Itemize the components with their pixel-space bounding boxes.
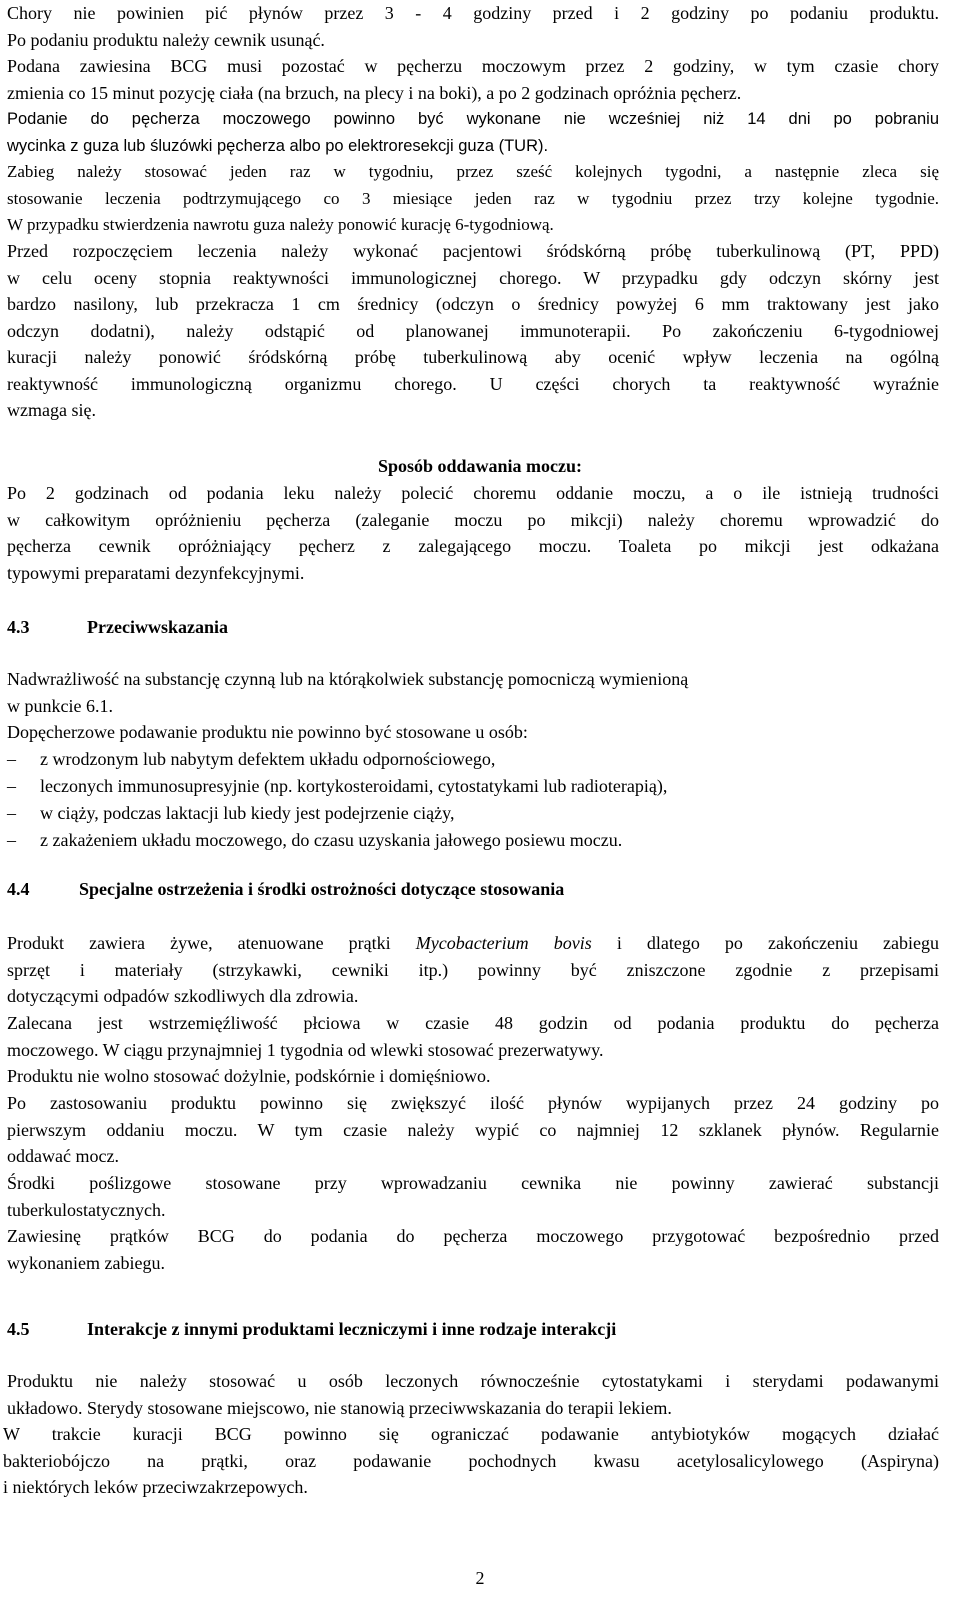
paragraph: Produktu nie należy stosować u osób leczonych równocześnie cytostatykami i sterydami podawanymi układowo. Sterydy stosowane miejscowo, nie stanowią przeciwwskazania do terapii lekiem. [7, 1371, 939, 1418]
paragraph: Produktu nie wolno stosować dożylnie, podskórnie i domięśniowo. [7, 1066, 491, 1086]
urine-section-heading: Sposób oddawania moczu: [377, 456, 583, 476]
paragraph: Zawiesinę prątków BCG do podania do pęcherza moczowego przygotować bezpośrednio przed wykonaniem zabiegu. [7, 1226, 939, 1273]
paragraph: Przed rozpoczęciem leczenia należy wykonać pacjentowi śródskórną próbę tuberkulinową (PT, PPD) w celu oceny stopnia reaktywności immunologicznej chorego. W przypadku gdy odczyn skórny jest bardzo nasilony, lub przekracza 1 cm średnicy (odczyn o średnicy powyżej 6 mm traktowany jest jako odczyn dodatni), należy odstąpić od planowanej immunoterapii. Po zakończeniu 6-tygodniowej kuracji należy ponowić śródskórną próbę tuberkulinową aby ocenić wpływ leczenia na ogólną reaktywność immunologiczną organizmu chorego. U części chorych ta reaktywność wyraźnie wzmaga się. [7, 241, 939, 420]
paragraph: Podana zawiesina BCG musi pozostać w pęcherzu moczowym przez 2 godziny, w tym czasie chory zmienia co 15 minut pozycję ciała (na brzuch, na plecy i na boki), a po 2 godzinach opróżnia pęcherz. [7, 56, 939, 103]
contraindications-intro: Nadwrażliwość na substancję czynną lub na którąkolwiek substancję pomocniczą wymienioną w punkcie 6.1. [7, 669, 689, 716]
paragraph: Zabieg należy stosować jeden raz w tygodniu, przez sześć kolejnych tygodni, a następnie zleca się stosowanie leczenia podtrzymującego co 3 miesiące jeden raz w tygodniu przez trzy kolejne tygodnie. W przypadku stwierdzenia nawrotu guza należy ponowić kurację 6-tygodniową. [7, 162, 939, 234]
list-item: – z wrodzonym lub nabytym defektem układu odpornościowego, [7, 749, 496, 769]
urine-section-text: Po 2 godzinach od podania leku należy polecić choremu oddanie moczu, a o ile istnieją trudności w całkowitym opróżnieniu pęcherza (zaleganie moczu po mikcji) należy choremu wprowadzić do pęcherza cewnik opróżniający pęcherz z zalegającego moczu. Toaleta po mikcji jest odkażana typowymi preparatami dezynfekcyjnymi. [7, 483, 939, 583]
section-heading-4-3: 4.3 Przeciwwskazania [7, 617, 228, 637]
contraindications-list-intro: Dopęcherzowe podawanie produktu nie powinno być stosowane u osób: [7, 722, 528, 742]
list-item: – z zakażeniem układu moczowego, do czasu uzyskania jałowego posiewu moczu. [7, 830, 623, 850]
paragraph: Po zastosowaniu produktu powinno się zwiększyć ilość płynów wypijanych przez 24 godziny po pierwszym oddaniu moczu. W tym czasie należy wypić co najmniej 12 szklanek płynów. Regularnie oddawać mocz. [7, 1093, 939, 1166]
page-number: 2 [475, 1568, 485, 1588]
paragraph: Podanie do pęcherza moczowego powinno być wykonane nie wcześniej niż 14 dni po pobraniu wycinka z guza lub śluzówki pęcherza albo po elektroresekcji guza (TUR). [7, 110, 939, 155]
list-item: – w ciąży, podczas laktacji lub kiedy jest podejrzenie ciąży, [7, 803, 455, 823]
section-heading-4-4: 4.4 Specjalne ostrzeżenia i środki ostrożności dotyczące stosowania [7, 879, 565, 899]
paragraph: Zalecana jest wstrzemięźliwość płciowa w czasie 48 godzin od podania produktu do pęcherza moczowego. W ciągu przynajmniej 1 tygodnia od wlewki stosować prezerwatywy. [7, 1013, 939, 1060]
paragraph: W trakcie kuracji BCG powinno się ograniczać podawanie antybiotyków mogących działać bakteriobójczo na prątki, oraz podawanie pochodnych kwasu acetylosalicylowego (Aspiryna) i niektórych leków przeciwzakrzepowych. [3, 1424, 939, 1497]
paragraph: Środki poślizgowe stosowane przy wprowadzaniu cewnika nie powinny zawierać substancji tuberkulostatycznych. [7, 1173, 939, 1220]
paragraph: Chory nie powinien pić płynów przez 3 - 4 godziny przed i 2 godziny po podaniu produktu. Po podaniu produktu należy cewnik usunąć. [7, 3, 939, 50]
paragraph: Produkt zawiera żywe, atenuowane prątki Mycobacterium bovis i dlatego po zakończeniu zabiegu sprzęt i materiały (strzykawki, cewniki itp.) powinny być zniszczone zgodnie z przepisami dotyczącymi odpadów szkodliwych dla zdrowia. [7, 933, 939, 1006]
section-heading-4-5: 4.5 Interakcje z innymi produktami leczniczymi i inne rodzaje interakcji [7, 1319, 617, 1339]
list-item: – leczonych immunosupresyjnie (np. kortykosteroidami, cytostatykami lub radioterapią), [7, 776, 668, 796]
